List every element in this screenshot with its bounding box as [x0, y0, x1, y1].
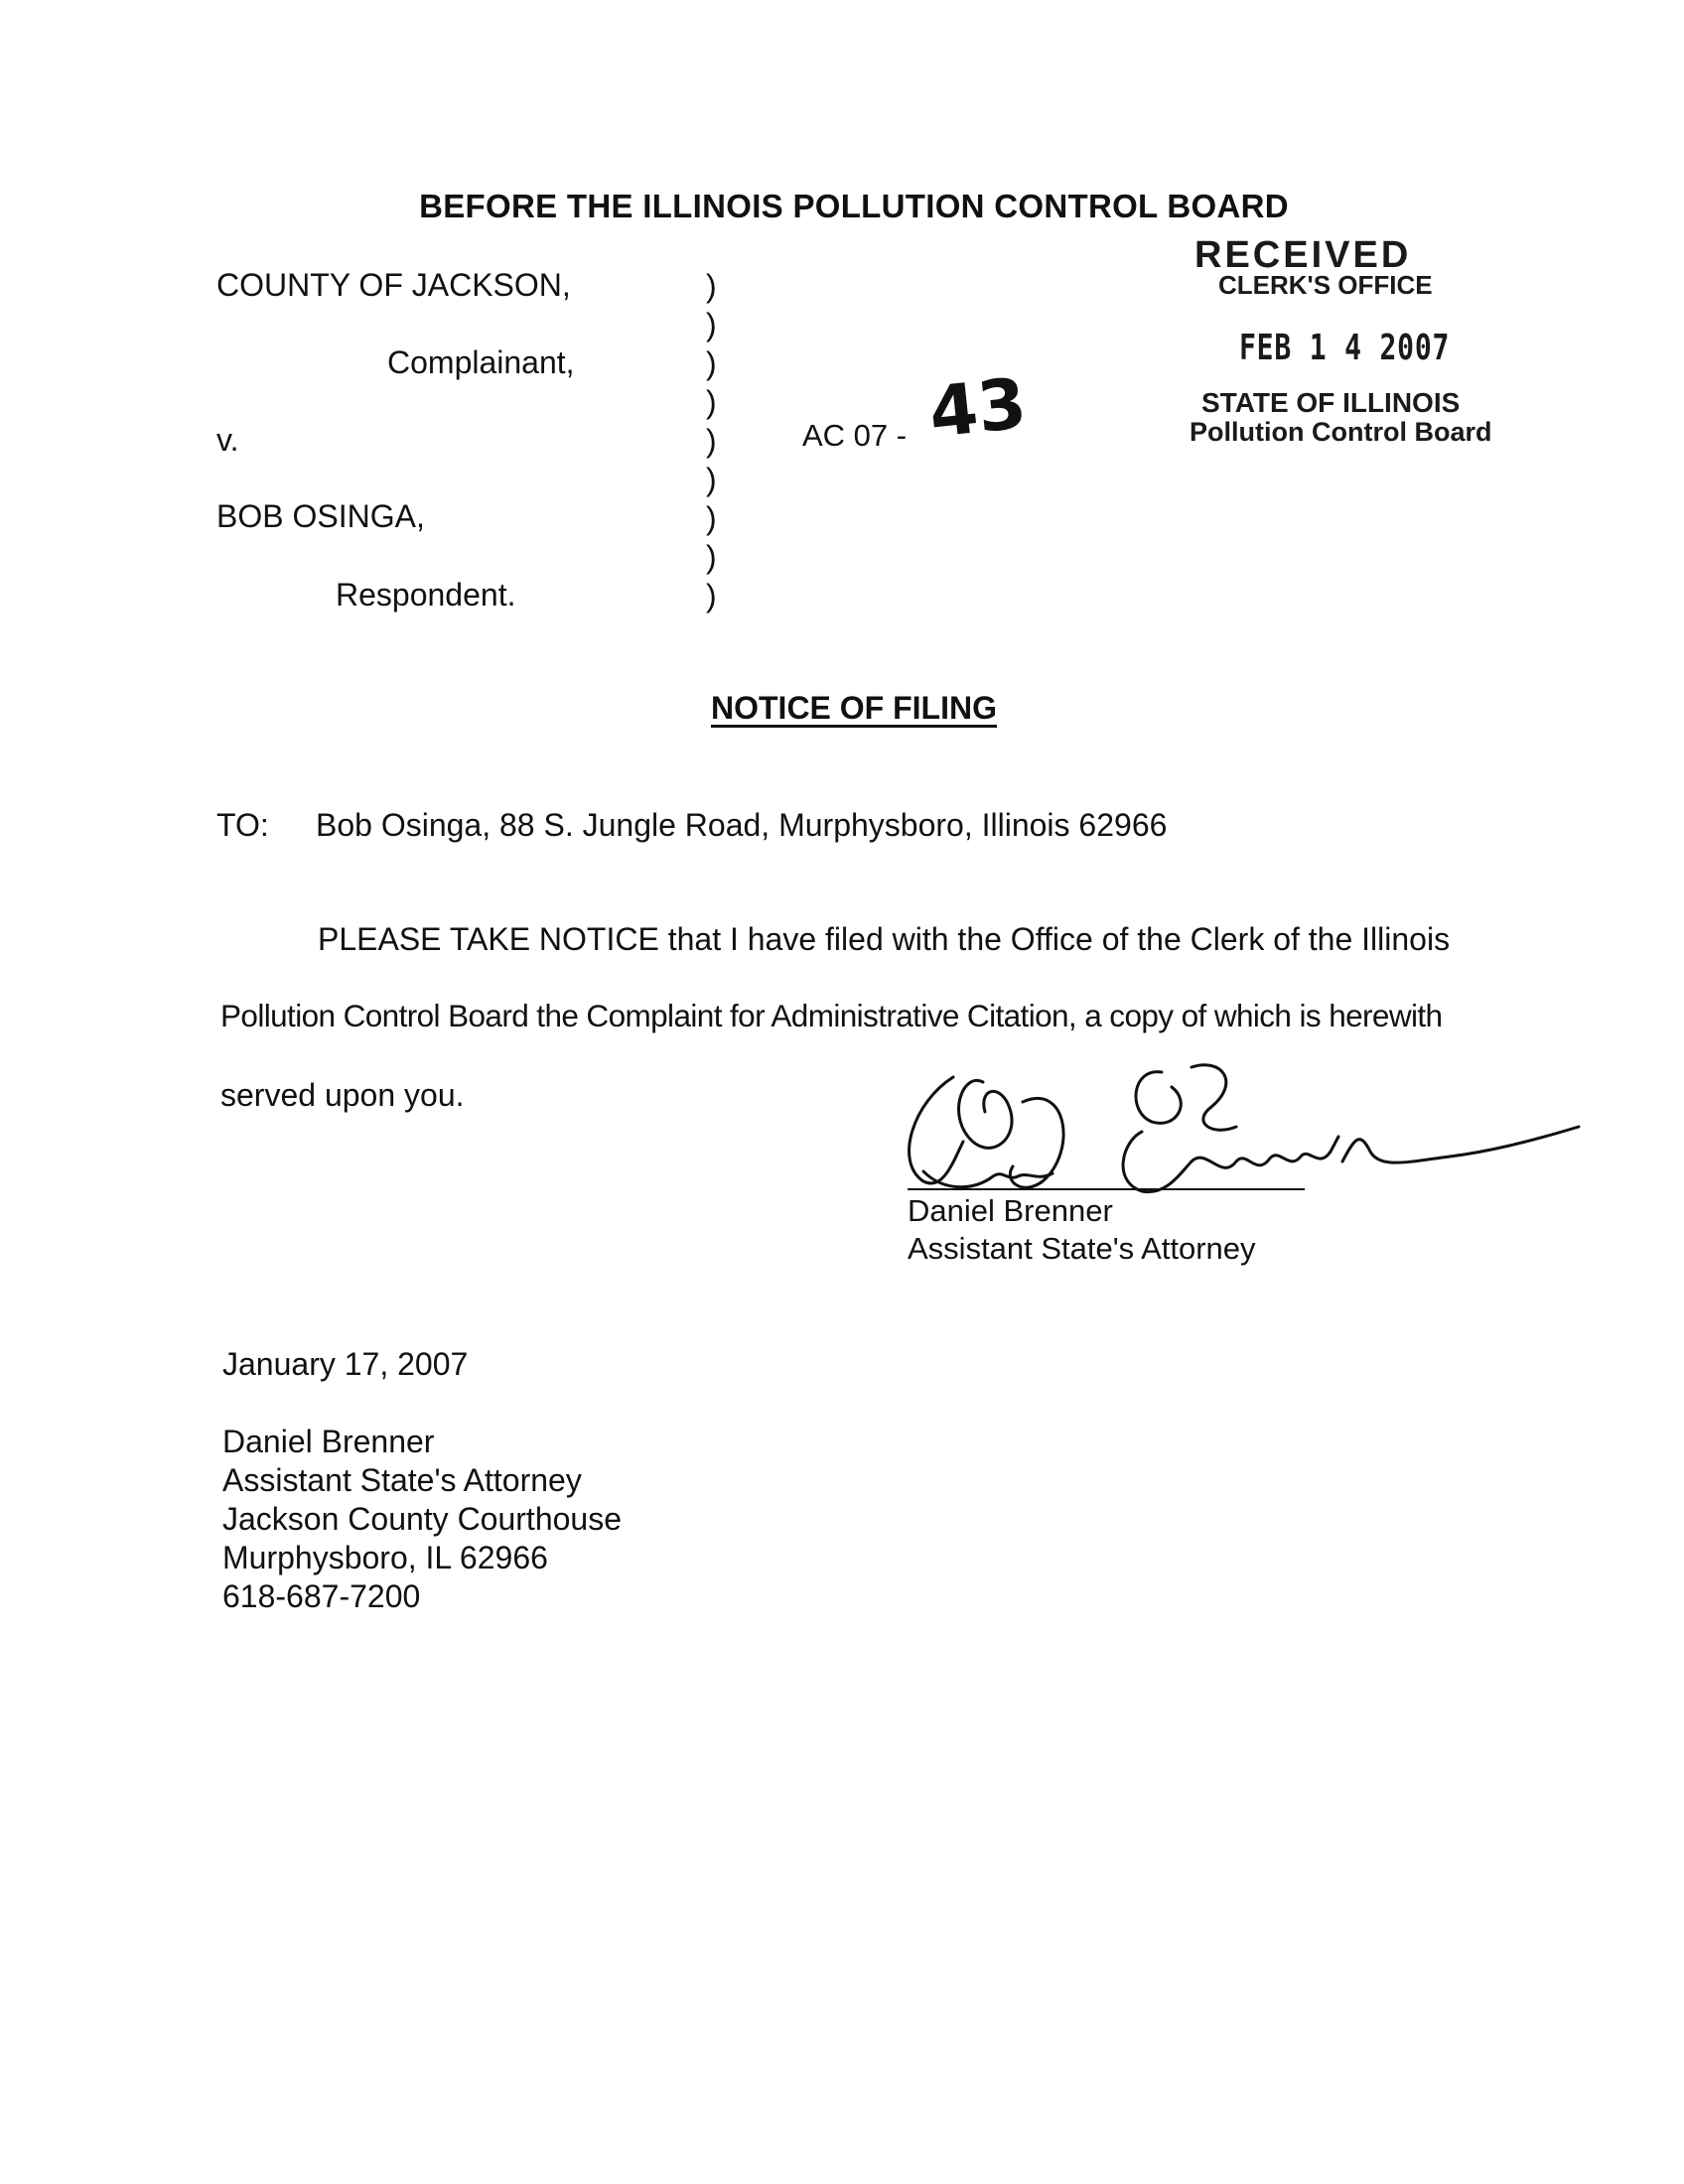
versus-label: v. [216, 422, 239, 458]
filing-date: January 17, 2007 [222, 1346, 469, 1382]
signature-line [908, 1188, 1305, 1190]
complainant-name: COUNTY OF JACKSON, [216, 267, 571, 303]
to-label: TO: [216, 807, 269, 843]
received-stamp-state: STATE OF ILLINOIS [1201, 387, 1461, 418]
caption-paren: ) [706, 384, 717, 420]
contact-address-1: Jackson County Courthouse [222, 1501, 622, 1537]
signature-name: Daniel Brenner [908, 1193, 1113, 1228]
body-line-2: Pollution Control Board the Complaint for Administrative Citation, a copy of which is herewith [220, 998, 1443, 1033]
received-stamp-date: FEB 1 4 2007 [1239, 328, 1451, 368]
caption-paren: ) [706, 307, 717, 342]
caption-paren: ) [706, 578, 717, 614]
signature-title: Assistant State's Attorney [908, 1231, 1256, 1266]
caption-paren: ) [706, 539, 717, 575]
received-stamp-title: RECEIVED [1194, 234, 1412, 276]
caption-paren: ) [706, 462, 717, 497]
respondent-role: Respondent. [336, 577, 516, 613]
contact-name: Daniel Brenner [222, 1424, 435, 1459]
contact-title: Assistant State's Attorney [222, 1462, 582, 1498]
case-number-prefix: AC 07 - [802, 418, 908, 453]
caption-paren: ) [706, 423, 717, 459]
respondent-name: BOB OSINGA, [216, 498, 425, 534]
caption-paren: ) [706, 345, 717, 381]
body-line-1: PLEASE TAKE NOTICE that I have filed with the Office of the Clerk of the Illinois [318, 921, 1451, 957]
body-line-3: served upon you. [220, 1077, 465, 1113]
caption-paren: ) [706, 500, 717, 536]
caption-paren: ) [706, 268, 717, 304]
contact-phone: 618-687-7200 [222, 1578, 421, 1614]
to-address: Bob Osinga, 88 S. Jungle Road, Murphysboro, Illinois 62966 [316, 807, 1168, 843]
received-stamp-office: CLERK'S OFFICE [1218, 270, 1433, 300]
case-number-handwritten: 43 [924, 362, 1031, 454]
contact-address-2: Murphysboro, IL 62966 [222, 1540, 548, 1575]
complainant-role: Complainant, [387, 344, 575, 380]
notice-heading: NOTICE OF FILING [711, 690, 997, 726]
received-stamp-board: Pollution Control Board [1190, 417, 1492, 447]
page-title: BEFORE THE ILLINOIS POLLUTION CONTROL BOARD [419, 188, 1289, 224]
